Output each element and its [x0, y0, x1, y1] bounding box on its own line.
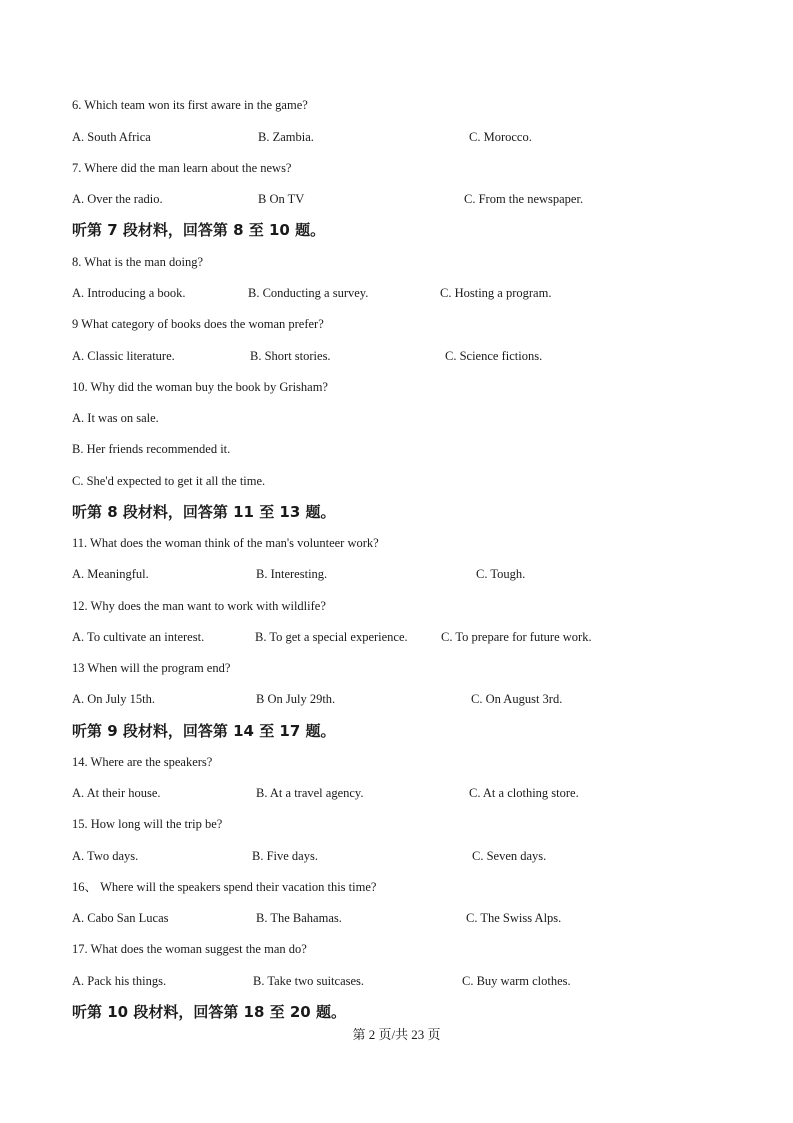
question-stem: 8. What is the man doing?	[72, 255, 203, 269]
option-b: B. Zambia.	[258, 130, 314, 144]
option-a: A. Two days.	[72, 849, 139, 863]
option-c: C. Seven days.	[472, 849, 547, 863]
option-b: B On TV	[258, 192, 305, 206]
option-c: C. Morocco.	[469, 130, 532, 144]
option-a: A. It was on sale.	[72, 411, 159, 425]
option-b: B. Five days.	[252, 849, 318, 863]
question-stem: 7. Where did the man learn about the news?	[72, 161, 292, 175]
option-a: A. On July 15th.	[72, 692, 155, 706]
section-heading: 听第 9 段材料，回答第 14 至 17 题。	[72, 722, 336, 740]
option-c: C. Tough.	[476, 567, 526, 581]
option-a: A. Pack his things.	[72, 974, 167, 988]
option-a: A. Classic literature.	[72, 349, 175, 363]
option-a: A. To cultivate an interest.	[72, 630, 205, 644]
option-c: C. Hosting a program.	[440, 286, 552, 300]
question-stem: 11. What does the woman think of the man's volunteer work?	[72, 536, 379, 550]
question-stem: 6. Which team won its first aware in the game?	[72, 98, 308, 112]
option-b: B. Her friends recommended it.	[72, 442, 231, 456]
option-a: A. At their house.	[72, 786, 161, 800]
option-c: C. Science fictions.	[445, 349, 543, 363]
option-c: C. The Swiss Alps.	[466, 911, 562, 925]
option-b: B On July 29th.	[256, 692, 336, 706]
option-c: C. She'd expected to get it all the time.	[72, 474, 266, 488]
option-a: A. Over the radio.	[72, 192, 163, 206]
option-b: B. The Bahamas.	[256, 911, 342, 925]
option-c: C. Buy warm clothes.	[462, 974, 571, 988]
question-stem: 13 When will the program end?	[72, 661, 231, 675]
option-c: C. To prepare for future work.	[441, 630, 592, 644]
question-stem: 15. How long will the trip be?	[72, 817, 223, 831]
option-c: C. At a clothing store.	[469, 786, 579, 800]
question-stem: 10. Why did the woman buy the book by Grisham?	[72, 380, 328, 394]
option-b: B. Short stories.	[250, 349, 331, 363]
section-heading: 听第 7 段材料，回答第 8 至 10 题。	[72, 221, 326, 239]
question-stem: 16、 Where will the speakers spend their vacation this time?	[72, 880, 377, 894]
option-b: B. To get a special experience.	[255, 630, 408, 644]
section-heading: 听第 8 段材料，回答第 11 至 13 题。	[72, 503, 336, 521]
page-footer: 第 2 页/共 23 页	[352, 1027, 441, 1042]
option-b: B. Take two suitcases.	[253, 974, 365, 988]
option-c: C. From the newspaper.	[464, 192, 584, 206]
option-a: A. Meaningful.	[72, 567, 149, 581]
section-heading: 听第 10 段材料，回答第 18 至 20 题。	[72, 1003, 346, 1021]
option-c: C. On August 3rd.	[471, 692, 563, 706]
option-a: A. South Africa	[72, 130, 151, 144]
option-a: A. Cabo San Lucas	[72, 911, 169, 925]
question-stem: 17. What does the woman suggest the man do?	[72, 942, 307, 956]
question-stem: 14. Where are the speakers?	[72, 755, 213, 769]
option-b: B. At a travel agency.	[256, 786, 364, 800]
option-a: A. Introducing a book.	[72, 286, 186, 300]
question-stem: 12. Why does the man want to work with wildlife?	[72, 599, 326, 613]
option-b: B. Interesting.	[256, 567, 328, 581]
option-b: B. Conducting a survey.	[248, 286, 369, 300]
question-stem: 9 What category of books does the woman prefer?	[72, 317, 324, 331]
